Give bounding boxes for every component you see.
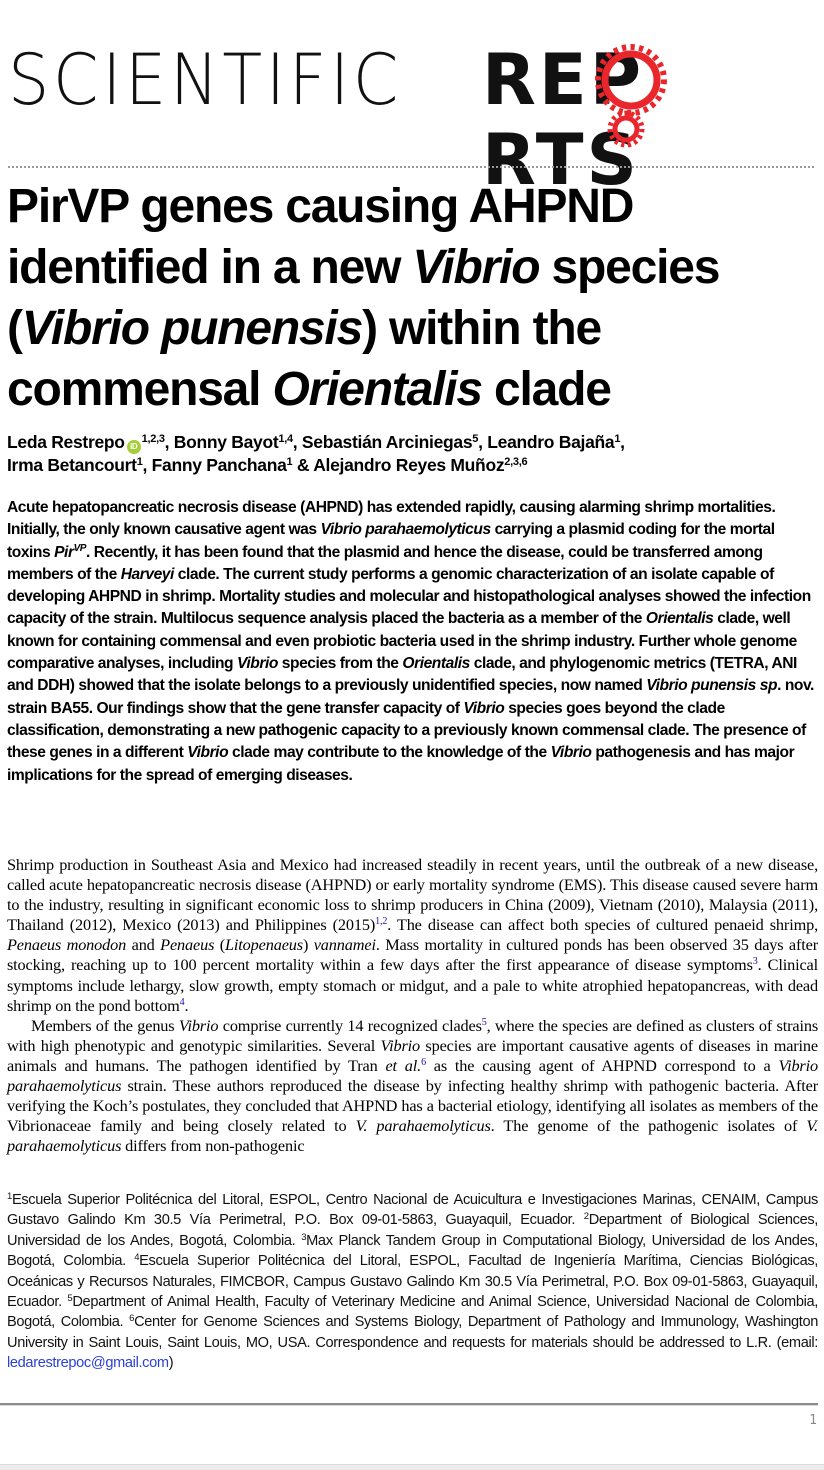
body-text-run: . The genome of the pathogenic isolates of (490, 1116, 807, 1136)
body-text-run: species are important causative agents of diseases in marine animals and humans. The pathogen identified by Tran (7, 1035, 818, 1075)
body-text-run: . Clinical symptoms include lethargy, slow growth, empty stomach or midgut, and a pale to white atrophied hepatopancreas, with dead shrimp on the pond bottom (7, 955, 819, 1015)
body-text-run: comprise currently 14 recognized clades (218, 1015, 482, 1035)
abstract-italic: Vibrio punensis sp (646, 677, 778, 695)
abstract-italic: Vibrio (237, 655, 278, 673)
title-line-2-end: species (539, 241, 720, 294)
affiliation-text: Max Planck Tandem Group in Computational Biology, Universidad de los Andes, Bogotá, Colombia. (7, 1232, 818, 1270)
author-affiliation: 5 (472, 433, 479, 445)
title-line-3-end: ) within the (362, 302, 601, 355)
body-italic: V. parahaemolyticus (355, 1116, 491, 1136)
affiliation-text: Escuela Superior Politécnica del Litoral, ESPOL, Facultad de Ingeniería Marítima, Ciencias Biológicas, Oceánicas y Recursos Naturales, FIMCBOR, Campus Gustavo Galindo Km 30.5 Vía Perimetral, P.O. Box 09-01-5863, Guayaquil, Ecuador. (7, 1253, 818, 1311)
affiliation-text: Center for Genome Sciences and Systems Biology, Department of Pathology and Immunology, Washington University in Saint Louis, Saint Louis, MO, USA. (7, 1314, 818, 1351)
affiliation-text: Escuela Superior Politécnica del Litoral, ESPOL, Centro Nacional de Acuicultura e Investigaciones Marinas, CENAIM, Campus Gustavo Galindo Km 30.5 Vía Perimetral, P.O. Box 09-01-5863, Guayaquil, Ecuador. (7, 1192, 818, 1229)
author-affiliation: 1 (614, 433, 621, 445)
abstract-italic: Harveyi (120, 565, 174, 583)
page-number: 1 (809, 1413, 817, 1428)
author-affiliation: 1,2,3 (141, 433, 165, 445)
affiliation-text: Department of Animal Health, Faculty of Veterinary Medicine and Animal Science, Universidad Nacional de Colombia, Bogotá, Colombia. (7, 1294, 818, 1331)
body-text-run: . Mass mortality in cultured ponds has been observed 35 days after stocking, reaching up to 100 percent mortality within a few days after the first appearance of disease symptoms (7, 935, 818, 975)
footer-divider-shadow (0, 1405, 818, 1406)
body-italic: Vibrio (380, 1035, 421, 1055)
citation-link[interactable]: 3 (752, 956, 758, 968)
abstract-text: . nov. strain BA55. Our findings show that the gene transfer capacity of (7, 677, 814, 717)
citation-link[interactable]: 1,2 (375, 916, 388, 928)
body-text-run: ( (214, 935, 226, 955)
abstract-text: pathogenesis and has major implications for the spread of emerging diseases. (7, 744, 795, 784)
abstract-text: species goes beyond the clade classification, demonstrating a new pathogenic capacity to a previously known commensal clade. The presence of these genes in a different (7, 699, 806, 762)
body-paragraph-1 (7, 855, 818, 1016)
body-text-run: Members of the genus (31, 1015, 179, 1035)
correspondence-text: Correspondence and requests for materials should be addressed to L.R. (email: (315, 1334, 818, 1351)
title-line-4: commensal (7, 363, 273, 416)
author-affiliation: 1 (286, 456, 293, 468)
abstract-text: carrying a plasmid coding for the mortal toxins (7, 521, 775, 561)
abstract-italic: Vibrio parahaemolyticus (320, 521, 491, 539)
body-paragraph-2 (7, 1016, 818, 1157)
body-text-run: differs from non-pathogenic (121, 1136, 305, 1156)
abstract-italic: Pir (54, 543, 74, 561)
body-italic: Litopenaeus (225, 935, 303, 955)
abstract-text: clade may contribute to the knowledge of the (228, 744, 551, 762)
abstract-text: clade, well known for containing commensal and even probiotic bacteria used in the shrimp industry. Further whole genome comparative analyses, including (7, 610, 797, 673)
affiliation-number: 3 (301, 1231, 307, 1243)
abstract-italic: Orientalis (645, 610, 714, 628)
affiliation-number: 1 (7, 1191, 12, 1202)
author-separator: , (164, 432, 174, 452)
title-italic-species: Vibrio punensis (21, 302, 363, 355)
body-italic: V. parahaemolyticus (7, 1116, 818, 1156)
body-text (7, 855, 818, 1156)
abstract (7, 497, 817, 787)
affiliation-text: Department of Biological Sciences, Universidad de los Andes, Bogotá, Colombia. (7, 1212, 819, 1249)
author-list (7, 431, 817, 477)
author-affiliation: 1,4 (278, 433, 293, 445)
author-name[interactable]: Alejandro Reyes Muñoz (313, 455, 505, 475)
body-text-run: ) (302, 935, 314, 955)
correspondence-email-link[interactable]: ledarestrepoc@gmail.com (7, 1355, 169, 1372)
abstract-italic: Vibrio (550, 744, 592, 762)
orcid-icon[interactable]: iD (127, 440, 141, 454)
abstract-text: clade. The current study performs a genomic characterization of an isolate capable of developing AHPND in shrimp. Mortality studies and molecular and histopathological analyses showed the infection capacity of the strain. Multilocus sequence analysis placed the bacteria as a member of the (7, 565, 811, 628)
author-name[interactable]: Sebastián Arciniegas (301, 432, 473, 452)
author-separator: & (292, 455, 314, 475)
affiliation-number: 2 (583, 1211, 589, 1223)
correspondence-close: ) (168, 1355, 174, 1372)
body-text-run: . (184, 995, 189, 1015)
author-separator: , (142, 455, 152, 475)
body-text-run: as the causing agent of AHPND correspond to a (425, 1055, 779, 1075)
author-separator: , (620, 432, 625, 452)
abstract-text: Acute hepatopancreatic necrosis disease (AHPND) has extended rapidly, causing alarming shrimp mortalities. Initially, the only known causative agent was (7, 499, 776, 539)
journal-name-bold-pre: REP (482, 39, 645, 121)
body-text-run: , where the species are defined as clusters of strains with high phenotypic and genotypic similarities. Several (7, 1015, 819, 1055)
body-text-run: and (126, 935, 161, 955)
body-italic: Vibrio parahaemolyticus (7, 1055, 818, 1096)
abstract-superscript: VP (73, 542, 87, 554)
author-affiliation: 2,3,6 (504, 456, 528, 468)
citation-link[interactable]: 6 (421, 1056, 426, 1068)
citation-link[interactable]: 5 (481, 1016, 487, 1028)
title-paren-open: ( (7, 302, 22, 355)
title-line-1: PirVP genes causing AHPND (7, 180, 634, 233)
abstract-italic: Vibrio (187, 744, 229, 762)
body-italic: et al. (385, 1055, 422, 1075)
author-name[interactable]: Irma Betancourt (7, 455, 137, 475)
abstract-text: species from the (277, 655, 403, 673)
journal-masthead (8, 38, 818, 201)
body-text-run: Shrimp production in Southeast Asia and Mexico had increased steadily in recent years, until the outbreak of a new disease, called acute hepatopancreatic necrosis disease (AHPND) or early mortality syndrome (EMS). This disease caused severe harm to the industry, resulting in significant economic loss to shrimp producers in China (2009), Vietnam (2010), Malaysia (2011), Thailand (2012), Mexico (2013) and Philippines (2015) (7, 855, 818, 935)
title-line-2: identified in a new (7, 241, 413, 294)
abstract-text: . Recently, it has been found that the plasmid and hence the disease, could be transferred among members of the (7, 543, 763, 583)
author-separator: , (292, 432, 302, 452)
title-italic-clade: Orientalis (272, 363, 482, 416)
author-name[interactable]: Fanny Panchana (151, 455, 287, 475)
author-affiliation: 1 (136, 456, 143, 468)
gear-logo-icon (586, 38, 676, 153)
citation-link[interactable]: 4 (179, 996, 185, 1008)
author-name[interactable]: Leandro Bajaña (487, 432, 615, 452)
author-separator: , (478, 432, 488, 452)
author-name[interactable]: Leda Restrepo (7, 432, 125, 452)
affiliation-number: 4 (134, 1252, 140, 1264)
body-italic: Penaeus monodon (7, 935, 127, 955)
abstract-text: clade, and phylogenomic metrics (TETRA, ANI and DDH) showed that the isolate belongs to a previously unidentified species, now named (7, 655, 797, 695)
body-text-run: strain. These authors reproduced the disease by infecting healthy shrimp with pathogenic bacteria. After verifying the Koch’s postulates, they concluded that AHPND has a bacterial etiology, identifying all isolates as members of the Vibrionaceae family and being closely related to (7, 1076, 818, 1136)
abstract-italic: Vibrio (463, 699, 505, 717)
affiliation-number: 6 (129, 1313, 135, 1325)
small-gear-ring (615, 118, 637, 140)
title-line-4-end: clade (481, 363, 611, 416)
body-italic: Vibrio (178, 1015, 219, 1035)
journal-name-bold-post: RTS (482, 119, 640, 201)
affiliations (7, 1190, 818, 1374)
article-title (7, 176, 817, 420)
body-italic: vannamei (313, 935, 376, 955)
title-italic-vibrio: Vibrio (412, 241, 540, 294)
author-name[interactable]: Bonny Bayot (173, 432, 279, 452)
journal-name-light: SCIENTIFIC (8, 39, 403, 121)
body-italic: Penaeus (160, 935, 215, 955)
page-bottom-edge (0, 1464, 824, 1470)
abstract-italic: Orientalis (402, 655, 470, 673)
large-gear-ring (605, 54, 657, 106)
masthead-divider (8, 166, 814, 168)
body-text-run: . The disease can affect both species of cultured penaeid shrimp, (387, 915, 818, 935)
affiliation-number: 5 (67, 1293, 73, 1305)
